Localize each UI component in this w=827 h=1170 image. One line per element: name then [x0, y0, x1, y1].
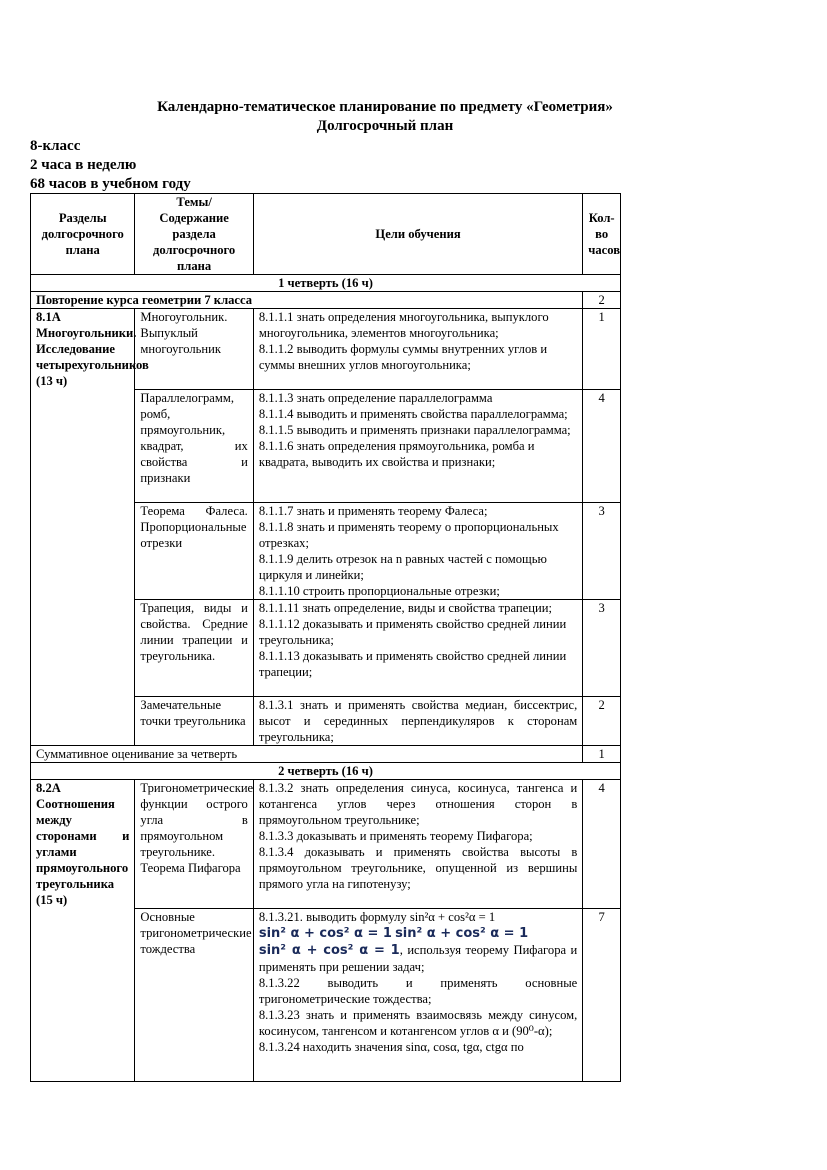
section-cell: 8.1А Многоугольники. Исследование четырехугольников (13 ч) [31, 309, 135, 746]
hours-cell: 1 [583, 309, 621, 390]
topic-cell: Многоугольник. Выпуклый многоугольник [135, 309, 253, 390]
hours-cell: 4 [583, 780, 621, 909]
topic-cell: Теорема Фалеса. Пропорциональные отрезки [135, 503, 253, 600]
goals-cell: 8.1.1.1 знать определения многоугольника, выпуклого многоугольника, элементов многоугольника; 8.1.1.2 выводить формулы суммы внутренних углов и суммы внешних углов многоугольника; [253, 309, 582, 390]
topic-cell: Трапеция, виды и свойства. Средние линии трапеции и треугольника. [135, 600, 253, 697]
goals-cell: 8.1.3.21. выводить формулу sin²α + cos²α = 1 sin² α + cos² α = 1 sin² α + cos² α = 1 sin² α + cos² α = 1, используя теорему Пифагора и применять при решении задач; 8.1.3.22 выводить и применять основные тригонометрические тождества; 8.1.3.23 знать и применять взаимосвязь между синусом, косинусом, тангенсом и котангенсом углов α и (90⁰-α); 8.1.3.24 находить значения sinα, cosα, tgα, ctgα по [253, 909, 582, 1082]
topic-cell: Параллелограмм, ромб, прямоугольник, квадрат, их свойства и признаки [135, 390, 253, 503]
formula-image: sin² α + cos² α = 1 [258, 926, 392, 941]
hours-cell: 4 [583, 390, 621, 503]
goals-cell: 8.1.1.3 знать определение параллелограмма 8.1.1.4 выводить и применять свойства параллелограмма; 8.1.1.5 выводить и применять признаки параллелограмма; 8.1.1.6 знать определения прямоугольника, ромба и квадрата, выводить их свойства и признаки; [253, 390, 582, 503]
goals-cell: 8.1.1.11 знать определение, виды и свойства трапеции; 8.1.1.12 доказывать и применять свойство средней линии треугольника; 8.1.1.13 доказывать и применять свойство средней линии трапеции; [253, 600, 582, 697]
hours-cell: 7 [583, 909, 621, 1082]
col-header-hours: Кол-во часов [583, 194, 621, 275]
hours-per-week: 2 часа в неделю [30, 157, 137, 173]
formula-image: sin² α + cos² α = 1 [258, 943, 400, 958]
hours-cell: 3 [583, 600, 621, 697]
table-row [31, 309, 621, 390]
quarter-row: 1 четверть (16 ч) [31, 275, 621, 292]
document-title: Календарно-тематическое планирование по предмету «Геометрия» [157, 99, 613, 115]
grade-label: 8-класс [30, 138, 81, 154]
topic-cell: Тригонометрические функции острого угла в прямоугольном треугольнике. Теорема Пифагора [135, 780, 253, 909]
col-header-goals: Цели обучения [253, 194, 582, 275]
review-row: Повторение курса геометрии 7 класса 2 [31, 292, 621, 309]
section-cell: 8.2А Соотношения между сторонами и углами прямоугольного треугольника (15 ч) [31, 780, 135, 1082]
col-header-topics: Темы/ Содержание раздела долгосрочного плана [135, 194, 253, 275]
topic-cell: Замечательные точки треугольника [135, 697, 253, 746]
hours-cell: 3 [583, 503, 621, 600]
topic-cell: Основные тригонометрические тождества [135, 909, 253, 1082]
goals-cell: 8.1.3.2 знать определения синуса, косинуса, тангенса и котангенса углов через отношения сторон в прямоугольном треугольнике; 8.1.3.3 доказывать и применять теорему Пифагора; 8.1.3.4 доказывать и применять свойства высоты в прямоугольном треугольнике, опущенной из вершины прямого угла на гипотенузу; [253, 780, 582, 909]
goals-cell: 8.1.1.7 знать и применять теорему Фалеса; 8.1.1.8 знать и применять теорему о пропорциональных отрезках; 8.1.1.9 делить отрезок на n равных частей с помощью циркуля и линейки; 8.1.1.10 строить пропорциональные отрезки; [253, 503, 582, 600]
table-row [31, 780, 621, 909]
hours-per-year: 68 часов в учебном году [30, 176, 191, 192]
document-subtitle: Долгосрочный план [316, 118, 454, 134]
plan-table [30, 193, 621, 1082]
hours-cell: 2 [583, 697, 621, 746]
summative-row: Суммативное оценивание за четверть 1 [31, 746, 621, 763]
table-header-row [31, 194, 621, 275]
goals-cell: 8.1.3.1 знать и применять свойства медиан, биссектрис, высот и серединных перпендикуляров к сторонам треугольника; [253, 697, 582, 746]
formula-image: sin² α + cos² α = 1 [395, 926, 529, 941]
col-header-sections: Разделы долгосрочного плана [31, 194, 135, 275]
quarter-row: 2 четверть (16 ч) [31, 763, 621, 780]
